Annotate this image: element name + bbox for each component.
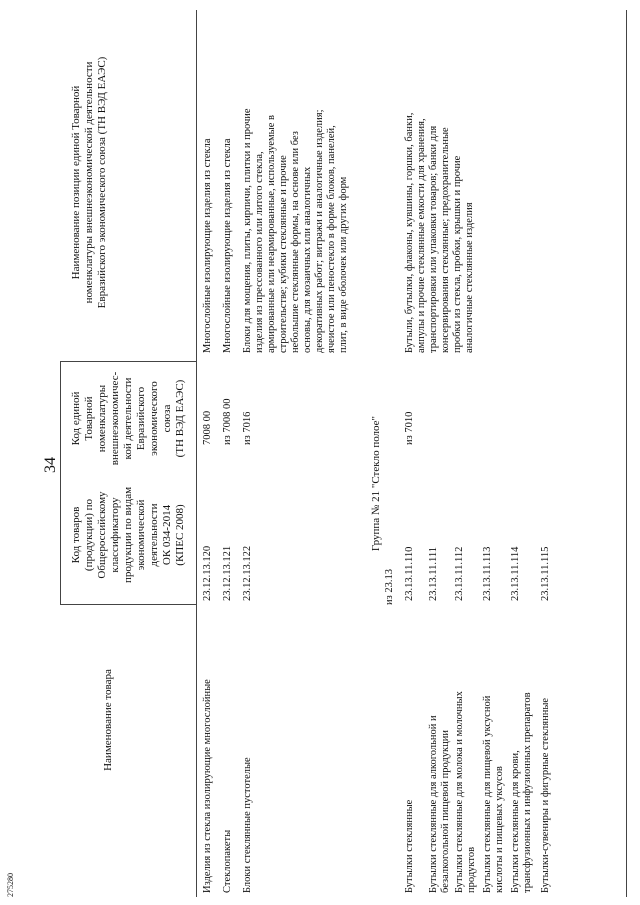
row-description-line: небольшие стеклянные формы, на основе или без [290, 131, 301, 353]
row-okpd-code: 23.12.13.121 [222, 545, 233, 601]
row-okpd-code: 23.12.13.122 [242, 545, 253, 601]
row-description-line: изделия из прессованного или литого стекла, [254, 151, 265, 353]
row-tnved-code: из 7010 [404, 411, 415, 445]
header-line: внешнеэкономичес- [109, 371, 121, 466]
row-description-line: консервирования стеклянные; предохранительные [440, 127, 451, 353]
header-name: Наименование товара [101, 669, 114, 771]
row-description-line: транспортировки или упаковки товаров; банки для [428, 125, 439, 353]
header-line: Наименование позиции единой Товарной [70, 85, 82, 280]
row-name-line: Бутылки стеклянные [404, 799, 415, 893]
table-bottom-line [626, 10, 627, 897]
row-okpd-code: 23.13.11.110 [404, 546, 415, 601]
row-name-line: кислоты и пищевых уксусов [494, 766, 505, 893]
row-name-line: безалкогольной пищевой продукции [440, 730, 451, 893]
row-name-line: Бутылки стеклянные для молока и молочных [454, 691, 465, 893]
header-line: Евразийского экономического союза (ТН ВЭД ЕАЭС) [96, 56, 108, 309]
row-description-line: плит, в виде оболочек или других форм [338, 176, 349, 353]
row-name-line: Стеклопакеты [222, 829, 233, 893]
row-okpd-code: 23.12.13.120 [202, 545, 213, 601]
row-description-line: ячеистое или пеностекло в форме блоков, панелей, [326, 125, 337, 353]
row-okpd-code: 23.13.11.111 [428, 547, 439, 601]
row-name-line: Блоки стеклянные пустотелые [242, 757, 253, 893]
header-line: продукции по видам [122, 486, 134, 584]
row-description-line: Блоки для мощения, плиты, кирпичи, плитки и прочие [242, 108, 253, 353]
header-line: (ТН ВЭД ЕАЭС) [174, 379, 186, 458]
header-line: номенклатуры внешнеэкономической деятельности [83, 61, 95, 304]
row-description-line: армированные или неармированные, используемые в [266, 115, 277, 353]
row-okpd-code: 23.13.11.115 [540, 546, 551, 601]
header-line: экономической [135, 499, 147, 571]
row-name-line: продуктов [466, 846, 477, 893]
row-description-line: основы, для мозаичных или аналогичных [302, 166, 313, 353]
row-description-line: Многослойные изолирующие изделия из стекла [222, 138, 233, 353]
header-line: союза [161, 404, 173, 433]
header-inner-top-line [60, 362, 61, 605]
header-line: (продукции) по [83, 498, 95, 572]
row-description-line: Многослойные изолирующие изделия из стекла [202, 138, 213, 353]
group-title: Группа № 21 "Стекло полое" [370, 415, 382, 552]
row-name-line: Бутылки-сувениры и фигурные стеклянные [540, 697, 551, 893]
row-tnved-code: из 7008 00 [222, 398, 233, 445]
document-code: 275280 [6, 873, 15, 897]
row-okpd-code: 23.13.11.113 [482, 546, 493, 601]
header-okpd [70, 465, 187, 605]
header-line: экономического [148, 381, 160, 456]
row-okpd-code: 23.13.11.112 [454, 546, 465, 601]
row-tnved-code: из 7016 [242, 411, 253, 445]
header-line: деятельности [148, 503, 160, 567]
row-okpd-code: 23.13.11.114 [510, 546, 521, 601]
header-line: кой деятельности [122, 377, 134, 460]
header-line: Код единой [70, 391, 82, 446]
header-line: номенклатуры [96, 384, 108, 453]
row-description-line: пробки из стекла, пробки, крышки и прочие [452, 155, 463, 353]
header-position [70, 10, 109, 355]
row-description-line: аналогичные стеклянные изделия [464, 202, 475, 353]
header-line: Товарной [83, 396, 95, 441]
page-number: 34 [42, 457, 59, 473]
row-description-line: Бутыли, бутылки, флаконы, кувшины, горшки, банки, [404, 112, 415, 353]
header-tnved [70, 362, 187, 475]
row-description-line: ампулы и прочие стеклянные емкости для хранения, [416, 118, 427, 353]
row-tnved-code: 7008 00 [202, 410, 213, 445]
row-description-line: строительстве; кубики стеклянные и прочие [278, 155, 289, 353]
header-line: (КПЕС 2008) [174, 504, 186, 566]
row-name-line: трансфузионных и инфузионных препаратов [522, 692, 533, 893]
table-top-line [196, 10, 197, 897]
group-code: из 23.13 [384, 568, 395, 605]
header-line: Код товаров [70, 506, 82, 564]
row-description-line: декоративных работ; витражи и аналогичные изделия; [314, 109, 325, 353]
row-name-line: Бутылки стеклянные для пищевой уксусной [482, 695, 493, 893]
row-name-line: Бутылки стеклянные для крови, [510, 750, 521, 893]
row-name-line: Изделия из стекла изолирующие многослойные [202, 679, 213, 893]
header-line: ОК 034-2014 [161, 504, 173, 566]
header-line: классификатору [109, 497, 121, 573]
row-name-line: Бутылки стеклянные для алкогольной и [428, 715, 439, 893]
header-line: Общероссийскому [96, 491, 108, 579]
header-line: Евразийского [135, 386, 147, 451]
